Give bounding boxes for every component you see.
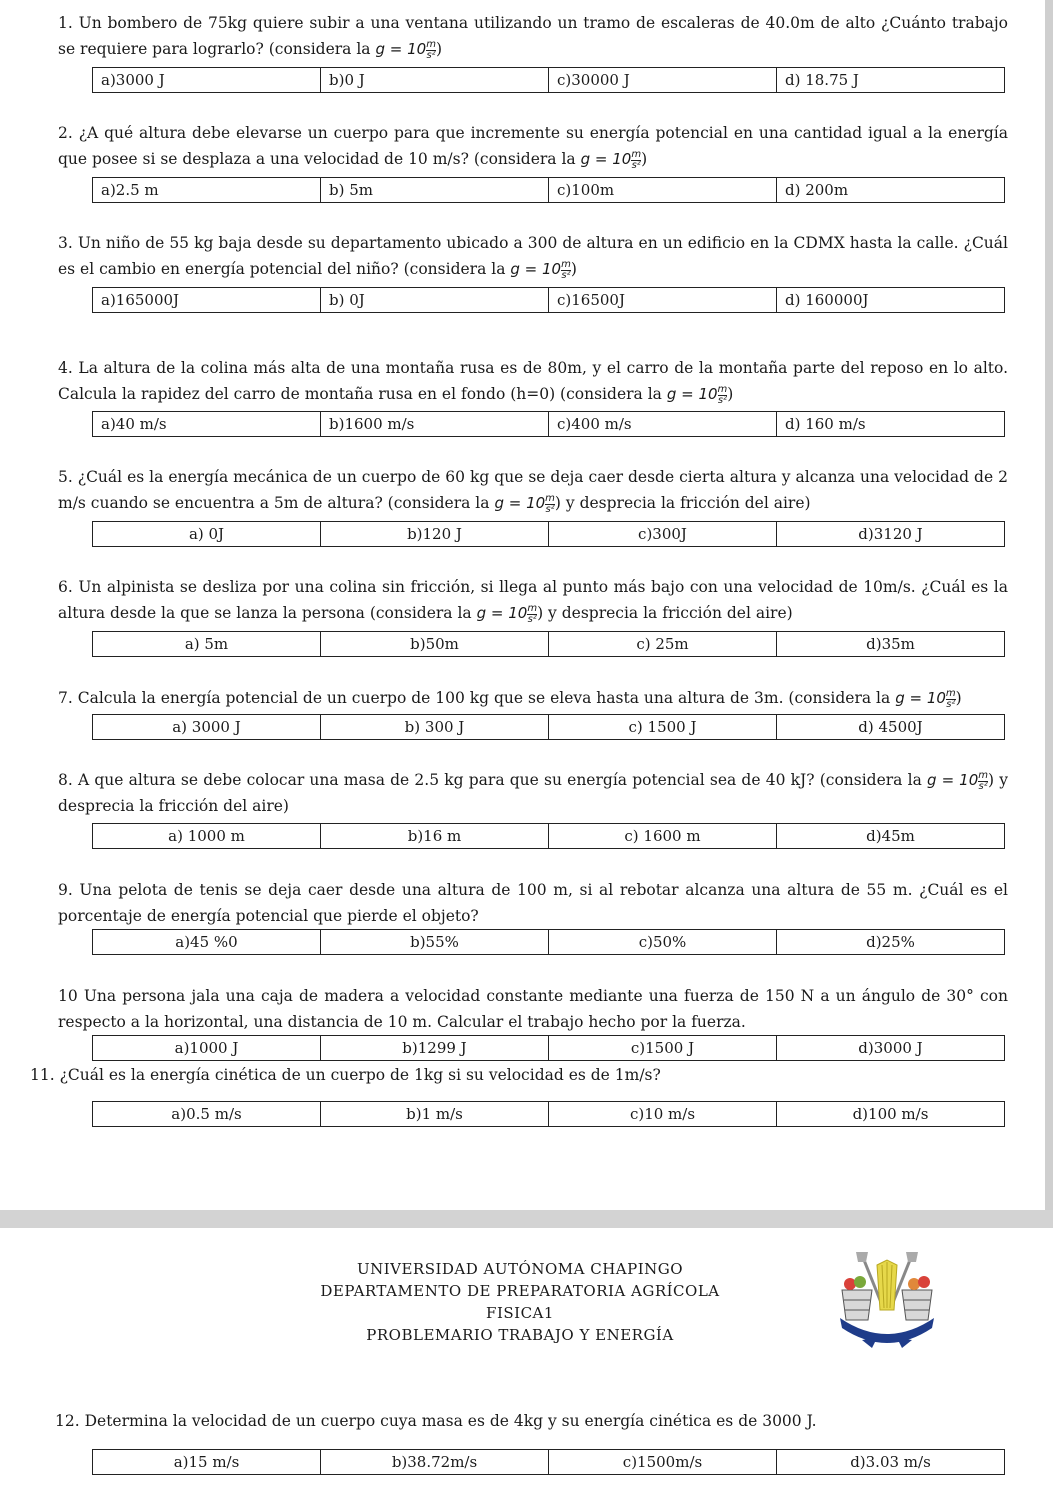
answer-options-row [92, 714, 1005, 740]
question-12 [55, 1408, 1008, 1434]
gravity-formula: g = 10 [580, 150, 632, 168]
question-tail: ) [570, 260, 577, 278]
answer-option-d[interactable]: d) 4500J [858, 718, 923, 736]
gravity-formula: g = 10 [927, 771, 979, 789]
header-title: PROBLEMARIO TRABAJO Y ENERGÍA [366, 1326, 674, 1344]
chapingo-logo-icon [832, 1250, 942, 1350]
gravity-formula: g = 10 [895, 689, 946, 707]
answer-option-a[interactable]: a) 0J [93, 522, 321, 546]
answer-option-b[interactable]: b)1 m/s [321, 1102, 549, 1126]
unit-fraction [527, 604, 537, 625]
question-text: Un alpinista se desliza por una colina sin fricción, si llega al punto más bajo con una velocidad de 10m/s. ¿Cuál es la altura desde la que se lanza la persona (considera la [58, 578, 1008, 622]
answer-option-c[interactable]: c) 25m [549, 632, 777, 656]
question-number: 3. [58, 234, 73, 252]
answer-option-b[interactable]: b)120 J [321, 522, 549, 546]
answer-option-a[interactable]: a)3000 J [93, 68, 321, 92]
answer-option-d[interactable]: d) 18.75 J [785, 71, 859, 89]
gravity-formula: g = 10 [476, 604, 528, 622]
unit-numerator: m [561, 258, 571, 270]
answer-options-row [92, 929, 1005, 955]
unit-denominator: s² [631, 159, 641, 171]
answer-option-c[interactable]: c)1500 J [549, 1036, 777, 1060]
unit-numerator: m [945, 687, 956, 699]
question-1 [58, 10, 1008, 62]
question-number: 2. [58, 124, 73, 142]
page-edge [1045, 0, 1053, 1215]
gravity-formula: g = 10 [375, 40, 427, 58]
answer-option-b[interactable]: b) 5m [321, 178, 549, 202]
question-11 [30, 1062, 1008, 1088]
answer-option-a[interactable]: a)40 m/s [93, 412, 321, 436]
answer-option-b[interactable]: b) 300 J [321, 715, 549, 739]
answer-option-a[interactable]: a)165000J [93, 288, 321, 312]
question-text: La altura de la colina más alta de una montaña rusa es de 80m, y el carro de la montaña parte del reposo en lo alto. Calcula la rapidez del carro de montaña rusa en el fondo (h=0) (considera la [58, 359, 1009, 403]
unit-numerator: m [631, 148, 642, 160]
answer-options-row [92, 67, 1005, 93]
answer-option-b[interactable]: b)1600 m/s [321, 412, 549, 436]
question-tail: ) y desprecia la fricción del aire) [58, 771, 1009, 815]
unit-fraction [426, 40, 436, 61]
question-5 [58, 464, 1008, 516]
answer-option-c[interactable]: c)1500m/s [549, 1450, 777, 1474]
unit-numerator: m [978, 769, 989, 781]
answer-options-row [92, 411, 1005, 437]
gravity-formula: g = 10 [494, 494, 546, 512]
question-number: 7. [58, 689, 73, 707]
answer-option-d[interactable]: d)3.03 m/s [850, 1453, 931, 1471]
unit-denominator: s² [717, 394, 728, 406]
answer-options-row [92, 823, 1005, 849]
question-tail: ) [435, 40, 443, 58]
unit-denominator: s² [545, 503, 555, 515]
question-tail: ) y desprecia la fricción del aire) [554, 494, 811, 512]
question-number: 10 [58, 987, 78, 1005]
question-tail: ) [727, 385, 734, 403]
answer-options-row [92, 631, 1005, 657]
answer-option-a[interactable]: a)0.5 m/s [93, 1102, 321, 1126]
question-text: A que altura se debe colocar una masa de 2.5 kg para que su energía potencial sea de 40 kJ? (considera la [78, 771, 922, 789]
unit-fraction [978, 771, 988, 792]
answer-option-c[interactable]: c)16500J [549, 288, 777, 312]
page-separator [0, 1210, 1053, 1228]
answer-option-a[interactable]: a)1000 J [93, 1036, 321, 1060]
answer-option-d[interactable]: d)3120 J [858, 525, 923, 543]
unit-denominator: s² [527, 613, 537, 625]
question-text: Un bombero de 75kg quiere subir a una ventana utilizando un tramo de escaleras de 40.0m de alto ¿Cuánto trabajo se requiere para lograrlo? (considera la [58, 14, 1008, 58]
question-number: 9. [58, 881, 73, 899]
answer-option-c[interactable]: c) 1500 J [549, 715, 777, 739]
header-course: FISICA1 [486, 1304, 554, 1322]
answer-options-row [92, 521, 1005, 547]
answer-option-c[interactable]: c)400 m/s [549, 412, 777, 436]
question-tail: ) y desprecia la fricción del aire) [537, 604, 793, 622]
unit-denominator: s² [426, 49, 436, 61]
answer-option-d[interactable]: d)45m [866, 827, 915, 845]
unit-denominator: s² [561, 269, 571, 281]
answer-option-a[interactable]: a)45 %0 [93, 930, 321, 954]
answer-option-d[interactable]: d)100 m/s [852, 1105, 929, 1123]
unit-numerator: m [426, 38, 436, 50]
question-10 [58, 983, 1008, 1035]
unit-fraction [561, 260, 571, 281]
unit-numerator: m [545, 492, 555, 504]
answer-option-a[interactable]: a) 1000 m [93, 824, 321, 848]
question-6 [58, 574, 1008, 626]
question-number: 5. [58, 468, 73, 486]
unit-denominator: s² [946, 698, 956, 710]
question-number: 8. [58, 771, 73, 789]
answer-option-c[interactable]: c) 1600 m [549, 824, 777, 848]
answer-option-c[interactable]: c)100m [549, 178, 777, 202]
answer-option-b[interactable]: b)38.72m/s [321, 1450, 549, 1474]
answer-option-a[interactable]: a) 5m [93, 632, 321, 656]
question-text: Determina la velocidad de un cuerpo cuya masa es de 4kg y su energía cinética es de 3000 J. [84, 1412, 817, 1430]
gravity-formula: g = 10 [510, 260, 562, 278]
question-number: 4. [58, 359, 73, 377]
header-department: DEPARTAMENTO DE PREPARATORIA AGRÍCOLA [320, 1282, 720, 1300]
question-text: Una persona jala una caja de madera a velocidad constante mediante una fuerza de 150 N a un ángulo de 30° con respecto a la horizontal, una distancia de 10 m. Calcular el trabajo hecho por la fuerza. [58, 987, 1008, 1031]
question-4 [58, 355, 1008, 407]
unit-fraction [631, 150, 641, 171]
question-text: ¿Cuál es la energía cinética de un cuerpo de 1kg si su velocidad es de 1m/s? [59, 1066, 661, 1084]
gravity-formula: g = 10 [666, 385, 718, 403]
question-3 [58, 230, 1008, 282]
answer-option-b[interactable]: b)55% [321, 930, 549, 954]
question-number: 6. [58, 578, 73, 596]
answer-options-row [92, 177, 1005, 203]
question-tail: ) [955, 689, 962, 707]
answer-option-d[interactable]: d) 160 m/s [785, 415, 866, 433]
question-number: 11. [30, 1066, 55, 1084]
unit-fraction [946, 689, 956, 710]
answer-option-d[interactable]: d) 160000J [785, 291, 869, 309]
answer-option-d[interactable]: d)25% [866, 933, 915, 951]
answer-option-a[interactable]: a) 3000 J [93, 715, 321, 739]
header-university: UNIVERSIDAD AUTÓNOMA CHAPINGO [356, 1260, 684, 1278]
question-2 [58, 120, 1008, 172]
answer-option-b[interactable]: b)0 J [321, 68, 549, 92]
answer-option-d[interactable]: d)3000 J [858, 1039, 923, 1057]
answer-options-row [92, 1101, 1005, 1127]
question-number: 1. [58, 14, 73, 32]
answer-option-b[interactable]: b)50m [321, 632, 549, 656]
answer-option-a[interactable]: a)2.5 m [93, 178, 321, 202]
answer-options-row [92, 1449, 1005, 1475]
answer-option-c[interactable]: c)10 m/s [549, 1102, 777, 1126]
answer-option-d[interactable]: d) 200m [785, 181, 849, 199]
question-tail: ) [641, 150, 648, 168]
answer-options-row [92, 1035, 1005, 1061]
question-text: Un niño de 55 kg baja desde su departamento ubicado a 300 de altura en un edificio en la CDMX hasta la calle. ¿Cuál es el cambio en energía potencial del niño? (considera la [58, 234, 1008, 278]
question-9 [58, 877, 1008, 929]
answer-option-b[interactable]: b) 0J [321, 288, 549, 312]
unit-denominator: s² [978, 780, 988, 792]
question-number: 12. [55, 1412, 80, 1430]
answer-option-c[interactable]: c)30000 J [549, 68, 777, 92]
answer-option-d[interactable]: d)35m [866, 635, 915, 653]
unit-fraction [545, 494, 555, 515]
answer-option-c[interactable]: c)50% [549, 930, 777, 954]
question-text: ¿A qué altura debe elevarse un cuerpo para que incremente su energía potencial en una cantidad igual a la energía que posee si se desplaza a una velocidad de 10 m/s? (considera la [58, 124, 1008, 168]
answer-option-b[interactable]: b)16 m [321, 824, 549, 848]
question-7 [58, 685, 1008, 711]
question-text: Calcula la energía potencial de un cuerpo de 100 kg que se eleva hasta una altura de 3m. (considera la [77, 689, 891, 707]
document-header [260, 1258, 780, 1346]
question-text: ¿Cuál es la energía mecánica de un cuerpo de 60 kg que se deja caer desde cierta altura y alcanza una velocidad de 2 m/s cuando se encuentra a 5m de altura? (considera la [58, 468, 1008, 512]
answer-options-row [92, 287, 1005, 313]
unit-numerator: m [527, 602, 538, 614]
question-8 [58, 767, 1008, 819]
unit-numerator: m [717, 383, 728, 395]
question-text: Una pelota de tenis se deja caer desde una altura de 100 m, si al rebotar alcanza una altura de 55 m. ¿Cuál es el porcentaje de energía potencial que pierde el objeto? [58, 881, 1008, 925]
answer-option-b[interactable]: b)1299 J [321, 1036, 549, 1060]
answer-option-c[interactable]: c)300J [549, 522, 777, 546]
unit-fraction [718, 385, 728, 406]
answer-option-a[interactable]: a)15 m/s [93, 1450, 321, 1474]
